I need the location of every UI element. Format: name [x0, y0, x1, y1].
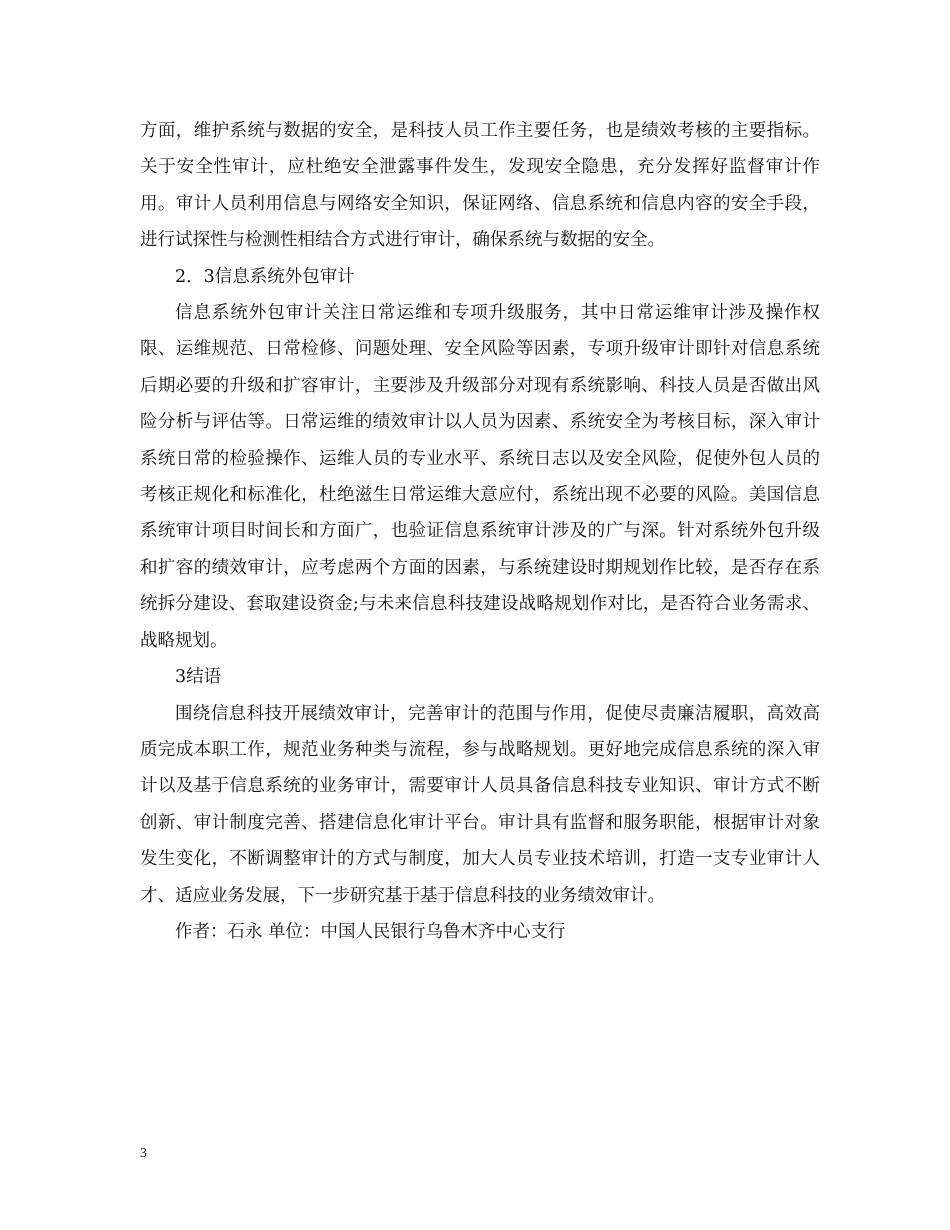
- section-heading-conclusion: 3结语: [175, 667, 222, 688]
- document-body: [140, 113, 820, 950]
- paragraph-security-audit-continued: 方面，维护系统与数据的安全，是科技人员工作主要任务，也是绩效考核的主要指标。关于安全性审计，应杜绝安全泄露事件发生，发现安全隐患，充分发挥好监督审计作用。审计人员利用信息与网络安全知识，保证网络、信息系统和信息内容的安全手段，进行试探性与检测性相结合方式进行审计，确保系统与数据的安全。: [140, 121, 820, 251]
- author-line: 作者：石永 单位：中国人民银行乌鲁木齐中心支行: [175, 921, 566, 942]
- paragraph-conclusion: 围绕信息科技开展绩效审计，完善审计的范围与作用，促使尽责廉洁履职，高效高质完成本职工作，规范业务种类与流程，参与战略规划。更好地完成信息系统的深入审计以及基于信息系统的业务审计，需要审计人员具备信息科技专业知识、审计方式不断创新、审计制度完善、搭建信息化审计平台。审计具有监督和服务职能，根据审计对象发生变化，不断调整审计的方式与制度，加大人员专业技术培训，打造一支专业审计人才、适应业务发展，下一步研究基于基于信息科技的业务绩效审计。: [140, 703, 820, 906]
- page-number: 3: [140, 1146, 147, 1161]
- paragraph-outsourcing-audit: 信息系统外包审计关注日常运维和专项升级服务，其中日常运维审计涉及操作权限、运维规范、日常检修、问题处理、安全风险等因素，专项升级审计即针对信息系统后期必要的升级和扩容审计，主要涉及升级部分对现有系统影响、科技人员是否做出风险分析与评估等。日常运维的绩效审计以人员为因素、系统安全为考核目标，深入审计系统日常的检验操作、运维人员的专业水平、系统日志以及安全风险，促使外包人员的考核正规化和标准化，杜绝滋生日常运维大意应付，系统出现不必要的风险。美国信息系统审计项目时间长和方面广，也验证信息系统审计涉及的广与深。针对系统外包升级和扩容的绩效审计，应考虑两个方面的因素，与系统建设时期规划作比较，是否存在系统拆分建设、套取建设资金;与未来信息科技建设战略规划作对比，是否符合业务需求、战略规划。: [140, 303, 820, 651]
- section-heading-outsourcing-audit: 2．3信息系统外包审计: [175, 266, 355, 287]
